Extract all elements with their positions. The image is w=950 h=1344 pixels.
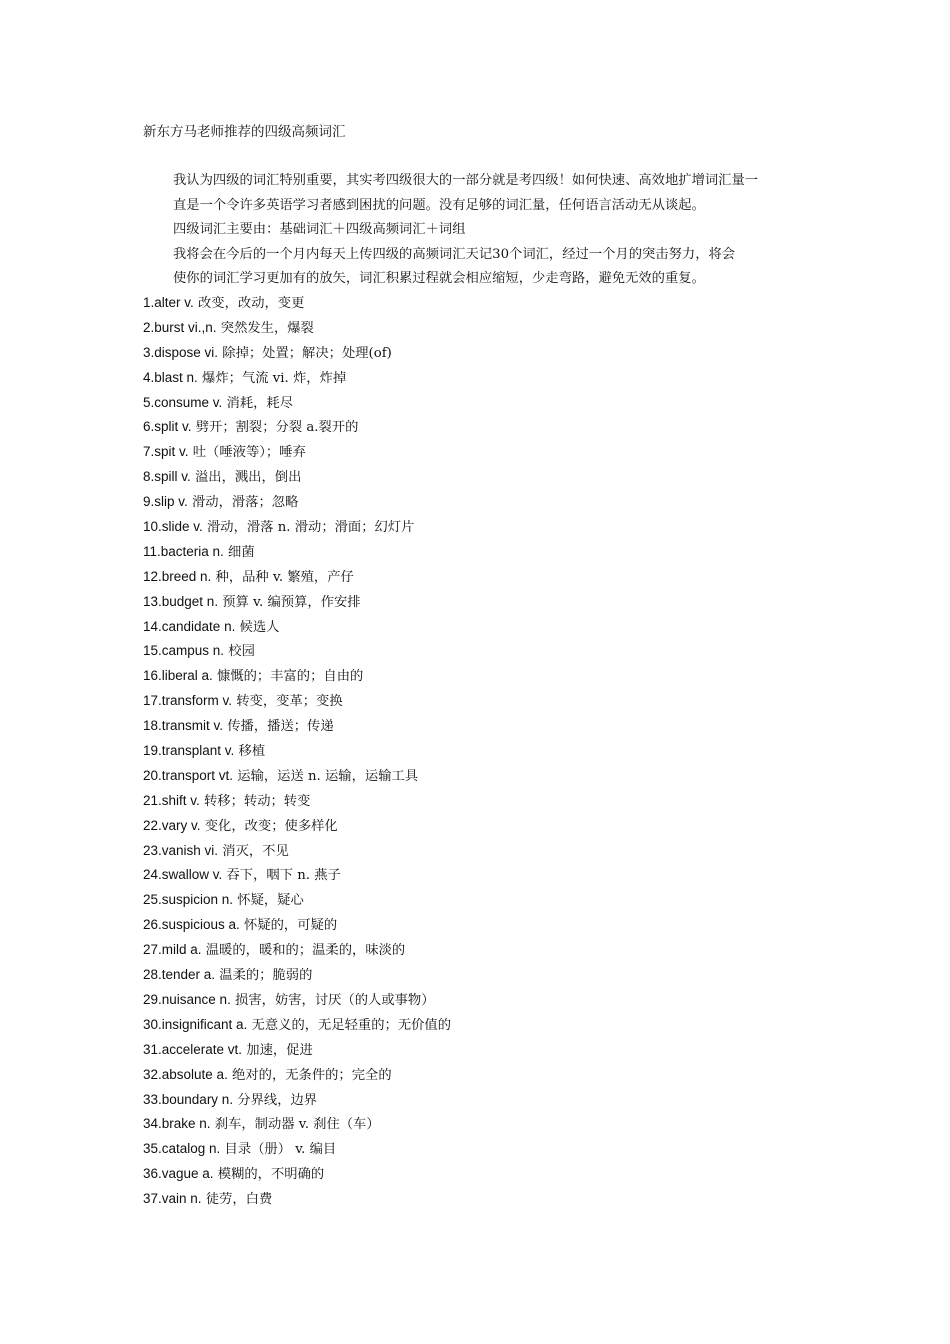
vocab-definition: 消灭，不见 [218, 843, 289, 859]
vocab-word: 8.spill v. [143, 469, 191, 485]
vocabulary-list [143, 294, 903, 1215]
vocab-word: 24.swallow v. [143, 867, 223, 883]
vocab-entry [143, 692, 903, 717]
vocab-entry [143, 817, 903, 842]
vocab-word: 9.slip v. [143, 494, 188, 510]
vocab-word: 37.vain n. [143, 1191, 202, 1207]
vocab-definition: 分界线，边界 [233, 1092, 318, 1108]
vocab-definition: 滑动，滑落；忽略 [187, 495, 299, 511]
vocab-definition: 劈开；割裂；分裂 a.裂开的 [191, 420, 359, 436]
vocab-word: 7.spit v. [143, 444, 189, 460]
vocab-word: 25.suspicion n. [143, 892, 234, 908]
vocab-entry [143, 966, 903, 991]
vocab-definition: 无意义的，无足轻重的；无价值的 [247, 1017, 452, 1033]
vocab-word: 33.boundary n. [143, 1091, 234, 1107]
vocab-definition: 吐（唾液等）；唾弃 [188, 445, 306, 461]
vocab-entry [143, 991, 903, 1016]
vocab-word: 35.catalog n. [143, 1141, 221, 1157]
vocab-definition: 移植 [234, 744, 266, 760]
vocab-word: 4.blast n. [143, 369, 198, 385]
vocab-entry [143, 642, 903, 667]
vocab-entry [143, 742, 903, 767]
vocab-word: 22.vary v. [143, 817, 201, 833]
vocab-entry [143, 443, 903, 468]
vocab-word: 18.transmit v. [143, 718, 224, 734]
vocab-entry [143, 941, 903, 966]
vocab-entry [143, 767, 903, 792]
vocab-word: 10.slide v. [143, 519, 203, 535]
intro-line: 我将会在今后的一个月内每天上传四级的高频词汇天记30个词汇，经过一个月的突击努力，将会 [173, 246, 736, 262]
vocab-word: 1.alter v. [143, 295, 194, 310]
vocab-entry [143, 1091, 903, 1116]
vocab-entry [143, 518, 903, 543]
vocab-word: 19.transplant v. [143, 743, 235, 759]
vocab-definition: 细菌 [223, 544, 255, 560]
vocab-definition: 转移；转动；转变 [199, 793, 311, 809]
vocab-word: 6.split v. [143, 419, 192, 435]
intro-line: 四级词汇主要由：基础词汇＋四级高频词汇＋词组 [173, 222, 466, 237]
vocab-definition: 溢出，溅出，倒出 [190, 470, 302, 486]
vocab-entry [143, 294, 903, 319]
vocab-word: 15.campus n. [143, 643, 225, 659]
vocab-entry [143, 568, 903, 593]
vocab-entry [143, 618, 903, 643]
vocab-word: 13.budget n. [143, 593, 219, 609]
vocab-word: 29.nuisance n. [143, 991, 231, 1007]
vocab-definition: 绝对的，无条件的；完全的 [227, 1067, 392, 1083]
vocab-definition: 刹车，制动器 v. 刹住（车） [210, 1117, 380, 1133]
vocab-definition: 慷慨的；丰富的；自由的 [212, 669, 364, 685]
vocab-definition: 目录（册） v. 编目 [220, 1142, 337, 1158]
vocab-definition: 消耗，耗尽 [222, 395, 294, 411]
vocab-definition: 滑动，滑落 n. 滑动；滑面；幻灯片 [202, 520, 415, 536]
vocab-definition: 损害，妨害，讨厌（的人或事物） [230, 992, 435, 1008]
vocab-entry [143, 543, 903, 568]
vocab-word: 30.insignificant a. [143, 1016, 248, 1032]
vocab-entry [143, 1066, 903, 1091]
vocab-entry [143, 1041, 903, 1066]
intro-line: 直是一个令许多英语学习者感到困扰的问题。没有足够的词汇量，任何语言活动无从谈起。 [173, 197, 705, 213]
vocab-entry [143, 418, 903, 443]
vocab-entry [143, 1165, 903, 1190]
vocab-entry [143, 866, 903, 891]
vocab-entry [143, 1190, 903, 1215]
vocab-definition: 模糊的，不明确的 [213, 1167, 325, 1183]
intro-section [173, 172, 893, 295]
vocab-word: 2.burst vi.,n. [143, 319, 217, 335]
vocab-entry [143, 344, 903, 369]
vocab-definition: 预算 v. 编预算，作安排 [218, 594, 361, 610]
vocab-definition: 运输，运送 n. 运输，运输工具 [233, 768, 419, 784]
vocab-definition: 改变，改动，变更 [193, 296, 305, 311]
intro-line: 使你的词汇学习更加有的放矢，词汇积累过程就会相应缩短，少走弯路，避免无效的重复。 [173, 271, 705, 286]
vocab-word: 11.bacteria n. [143, 543, 224, 559]
vocab-entry [143, 717, 903, 742]
vocab-entry [143, 792, 903, 817]
vocab-entry [143, 319, 903, 344]
vocab-definition: 突然发生，爆裂 [216, 320, 314, 336]
vocab-definition: 徒劳，白费 [201, 1192, 273, 1208]
intro-line: 我认为四级的词汇特别重要，其实考四级很大的一部分就是考四级！如何快速、高效地扩增词汇量一 [173, 173, 759, 188]
vocab-word: 34.brake n. [143, 1116, 211, 1132]
vocab-word: 28.tender a. [143, 967, 216, 983]
vocab-word: 31.accelerate vt. [143, 1041, 243, 1057]
vocab-definition: 吞下，咽下 n. 燕子 [222, 868, 341, 884]
vocab-word: 14.candidate n. [143, 618, 236, 634]
vocab-word: 21.shift v. [143, 792, 200, 808]
vocab-definition: 传播，播送；传递 [223, 719, 334, 735]
vocab-definition: 校园 [224, 644, 255, 660]
vocab-word: 12.breed n. [143, 568, 212, 584]
vocab-entry [143, 916, 903, 941]
vocab-definition: 除掉；处置；解决；处理(of) [218, 345, 392, 361]
vocab-entry [143, 593, 903, 618]
vocab-word: 36.vague a. [143, 1166, 214, 1182]
vocab-word: 3.dispose vi. [143, 344, 219, 360]
vocab-word: 27.mild a. [143, 942, 202, 958]
vocab-word: 17.transform v. [143, 693, 233, 709]
vocab-definition: 爆炸；气流 vi. 炸，炸掉 [197, 370, 347, 386]
document-title: 新东方马老师推荐的四级高频词汇 [143, 124, 346, 140]
vocab-definition: 变化，改变；使多样化 [200, 818, 338, 834]
vocab-definition: 温柔的；脆弱的 [215, 968, 313, 984]
vocab-definition: 种，品种 v. 繁殖，产仔 [211, 569, 354, 585]
vocab-entry [143, 468, 903, 493]
vocab-definition: 怀疑的，可疑的 [239, 918, 338, 934]
vocab-word: 5.consume v. [143, 394, 223, 410]
vocab-word: 16.liberal a. [143, 668, 213, 684]
vocab-entry [143, 1016, 903, 1041]
vocab-word: 26.suspicious a. [143, 917, 240, 933]
vocab-definition: 温暖的，暖和的；温柔的，味淡的 [201, 943, 406, 959]
vocab-entry [143, 667, 903, 692]
vocab-entry [143, 1115, 903, 1140]
vocab-word: 32.absolute a. [143, 1066, 228, 1082]
vocab-entry [143, 394, 903, 419]
vocab-entry [143, 369, 903, 394]
vocab-word: 20.transport vt. [143, 767, 234, 783]
vocab-definition: 加速，促进 [242, 1042, 313, 1058]
vocab-entry [143, 891, 903, 916]
vocab-entry [143, 493, 903, 518]
vocab-entry [143, 1140, 903, 1165]
vocab-entry [143, 842, 903, 867]
vocab-definition: 转变，变革；变换 [232, 694, 343, 710]
vocab-definition: 怀疑，疑心 [233, 893, 304, 909]
vocab-word: 23.vanish vi. [143, 842, 219, 858]
vocab-definition: 候选人 [235, 619, 280, 635]
